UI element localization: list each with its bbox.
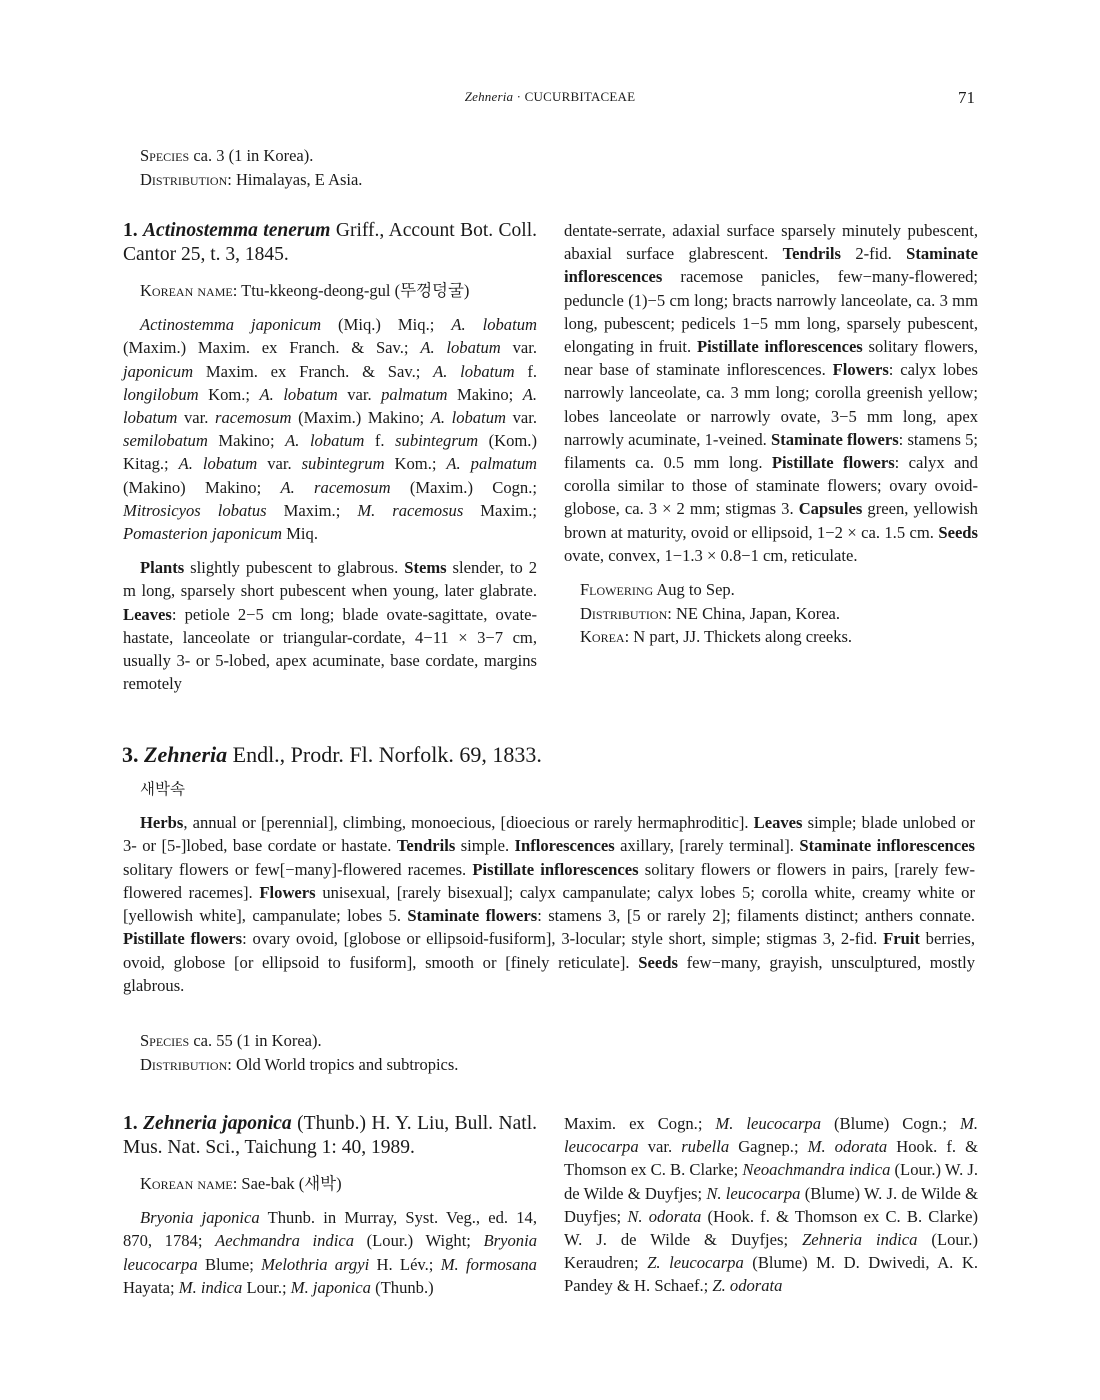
synonym-name: Z. odorata <box>712 1276 783 1296</box>
synonym-authority: Makino; <box>207 431 286 451</box>
distribution-value: : Old World tropics and subtropics. <box>227 1054 459 1074</box>
description-text: 2-fid. <box>840 244 907 264</box>
description-left <box>123 556 537 695</box>
organ-term: Plants <box>140 558 185 578</box>
species-number: 1. <box>123 1113 138 1134</box>
description-text: : calyx and corolla similar to those of staminate flowers; ovary ovoid-globose, ca. 3 × 2 mm; stigmas 3. <box>564 453 978 519</box>
organ-term: Tendrils <box>782 244 841 264</box>
synonym-authority: var. <box>177 408 216 428</box>
korean-name-label: Korean name <box>140 1174 233 1193</box>
description-text: simple. <box>455 836 515 856</box>
description-text: : stamens 3, [5 or rarely 2]; filaments distinct; anthers connate. <box>537 906 976 926</box>
synonym-name: M. indica <box>178 1277 243 1297</box>
synonym-authority: Lour.; <box>242 1277 291 1297</box>
synonym-name: A. lobatum <box>178 454 258 474</box>
synonym-authority: (Maxim.) Maxim. ex Franch. & Sav.; <box>123 338 421 358</box>
synonymy <box>123 313 537 545</box>
organ-term: Flowers <box>832 360 889 380</box>
synonym-authority: (Lour.) Keraudren; <box>564 1230 978 1273</box>
distribution-label: Distribution <box>140 169 228 189</box>
synonym-name: palmatum <box>381 384 448 404</box>
synonym-name: A. racemosum <box>280 477 391 497</box>
synonym-authority: (Hook. f. & Thomson ex C. B. Clarke) W. J. de Wilde & Duyfjes; <box>564 1206 979 1250</box>
organ-term: Flowers <box>259 882 316 902</box>
synonym-name: A. lobatum <box>259 384 338 404</box>
actinostemma-left-column <box>123 219 537 695</box>
organ-term: Staminate inflorescences <box>564 244 978 287</box>
synonym-authority: (Maxim.) Makino; <box>291 408 431 428</box>
description-text: solitary flowers or flowers in pairs, [rarely few-flowered racemes]. <box>123 859 975 902</box>
synonym-name: A. lobatum <box>285 431 365 451</box>
species-number: 1. <box>123 220 138 241</box>
synonym-name: A. lobatum <box>430 408 506 428</box>
synonym-authority: (Blume) M. D. Dwivedi, A. K. Pandey & H. Schaef.; <box>564 1253 978 1296</box>
genus-meta <box>140 1029 458 1076</box>
synonym-authority: var. <box>257 454 302 474</box>
organ-term: Pistillate flowers <box>123 929 243 949</box>
species-label: Species <box>140 146 190 165</box>
species-value: ca. 3 (1 in Korea). <box>189 146 314 165</box>
synonym-authority: var. <box>337 384 382 404</box>
genus-meta-top <box>140 144 362 191</box>
synonym-name: Pomasterion japonicum <box>123 524 283 544</box>
description-text: solitary flowers or few[−many]-flowered racemes. <box>123 859 473 879</box>
synonym-name: Aechmandra indica <box>215 1231 354 1251</box>
synonym-name: N. odorata <box>627 1206 702 1226</box>
species-value: ca. 55 (1 in Korea). <box>189 1031 322 1050</box>
description-text: berries, ovoid, globose [or ellipsoid to fusiform], smooth or [finely reticulate]. <box>123 929 975 972</box>
genus-number: 3. <box>122 742 139 767</box>
description-text: slightly pubescent to glabrous. <box>184 558 405 578</box>
synonym-name: rubella <box>681 1137 730 1157</box>
synonym-name: racemosum <box>215 408 292 428</box>
description-text: few−many, grayish, unsculptured, mostly glabrous. <box>123 952 975 996</box>
page-number: 71 <box>958 88 975 107</box>
species-name: Actinostemma tenerum <box>143 220 331 241</box>
synonym-name: M. leucocarpa <box>564 1114 978 1157</box>
genus-citation: Endl., Prodr. Fl. Norfolk. 69, 1833. <box>227 742 542 767</box>
synonym-name: semilobatum <box>123 431 208 451</box>
description-right <box>564 219 978 567</box>
korean-name-label: Korean name <box>140 281 233 300</box>
organ-term: Pistillate flowers <box>771 453 895 473</box>
synonym-authority: Gagnep.; <box>729 1137 808 1157</box>
flowering-label: Flowering <box>580 580 654 600</box>
synonym-name: M. formosana <box>440 1254 537 1274</box>
synonym-name: M. japonica <box>290 1277 371 1297</box>
species-citation: Griff., Account Bot. Coll. Cantor 25, t. 3, 1845. <box>123 220 538 265</box>
description-text: : stamens 5; filaments ca. 0.5 mm long. <box>564 429 978 473</box>
synonym-authority: Hayata; <box>123 1277 179 1297</box>
description-text: solitary flowers, near base of staminate inflorescences. <box>564 337 978 380</box>
organ-term: Pistillate inflorescences <box>696 337 863 357</box>
organ-term: Pistillate inflorescences <box>472 859 639 879</box>
description-text: simple; blade unlobed or 3- or [5-]lobed, base cordate or hastate. <box>123 813 976 856</box>
actinostemma-right-column <box>564 219 978 649</box>
organ-term: Leaves <box>753 813 803 832</box>
organ-term: Staminate flowers <box>407 906 538 926</box>
distribution-label: Distribution <box>140 1054 228 1074</box>
organ-term: Herbs <box>140 813 184 832</box>
synonym-authority: (Lour.) Wight; <box>354 1231 484 1251</box>
synonym-authority: var. <box>500 338 537 358</box>
synonym-authority: (Maxim.) Cogn.; <box>390 477 537 497</box>
organ-term: Inflorescences <box>514 836 615 856</box>
distribution-value: : Himalayas, E Asia. <box>227 169 363 189</box>
synonym-name: A. lobatum <box>123 384 538 428</box>
synonym-name: A. lobatum <box>420 338 501 358</box>
zehneria-japonica-right-column <box>564 1112 978 1298</box>
synonym-name: subintegrum <box>395 431 479 451</box>
synonym-name: A. palmatum <box>446 454 538 474</box>
description-text: unisexual, [rarely bisexual]; calyx campanulate; calyx lobes 5; corolla white, creamy white or [yellowish white], campanulate; lobes 5. <box>123 882 975 926</box>
synonym-name: subintegrum <box>301 454 385 474</box>
synonym-name: longilobum <box>123 384 199 404</box>
genus-korean-name: 새박속 <box>140 780 185 798</box>
synonym-name: Zehneria indica <box>802 1230 918 1250</box>
synonym-name: A. lobatum <box>433 361 515 381</box>
synonym-authority: Kom.; <box>198 384 260 404</box>
organ-term: Stems <box>404 558 447 578</box>
synonym-name: Bryonia leucocarpa <box>123 1231 538 1274</box>
genus-description <box>123 811 975 997</box>
species-name: Zehneria japonica <box>143 1113 292 1134</box>
description-text: , annual or [perennial], climbing, monoecious, [dioecious or rarely hermaphroditic]. <box>183 813 754 832</box>
synonym-authority: Maxim.; <box>266 500 358 520</box>
running-header <box>0 89 1100 105</box>
organ-term: Staminate flowers <box>770 429 899 449</box>
synonym-authority: (Lour.) W. J. de Wilde & Duyfjes; <box>564 1160 978 1203</box>
genus-name: Zehneria <box>144 742 228 767</box>
synonym-name: Actinostemma japonicum <box>140 315 322 335</box>
synonym-name: japonicum <box>123 361 194 381</box>
header-genus: Zehneria <box>464 89 514 104</box>
korean-name-line <box>140 1172 537 1195</box>
synonym-authority: Blume; <box>197 1254 262 1274</box>
organ-term: Leaves <box>123 604 172 624</box>
species-citation: (Thunb.) H. Y. Liu, Bull. Natl. Mus. Nat. Sci., Taichung 1: 40, 1989. <box>123 1113 537 1158</box>
species-meta <box>580 578 978 649</box>
organ-term: Tendrils <box>396 836 456 856</box>
zehneria-japonica-left-column <box>123 1112 537 1299</box>
synonym-authority: var. <box>505 408 538 428</box>
synonym-authority: (Thunb.) <box>370 1277 434 1297</box>
genus-heading <box>122 742 542 768</box>
organ-term: Seeds <box>938 522 978 542</box>
species-heading <box>123 1112 537 1159</box>
korean-name-value: : Sae-bak (새박) <box>232 1174 342 1193</box>
distribution-value: : NE China, Japan, Korea. <box>667 603 840 623</box>
distribution-label: Distribution <box>580 603 668 623</box>
description-text: : calyx lobes narrowly lanceolate, ca. 3 mm long; corolla greenish yellow; lobes lanceolate or narrowly ovate, 3−5 mm long, apex narrowly acuminate, 1-veined. <box>564 360 978 449</box>
description-text: : petiole 2−5 cm long; blade ovate-sagittate, ovate-hastate, lanceolate or triangular-cordate, 4−11 × 3−7 cm, usually 3- or 5-lobed, apex acuminate, base cordate, margins remotely <box>123 604 537 694</box>
synonym-authority: Thunb. in Murray, Syst. Veg., ed. 14, 870, 1784; <box>123 1208 537 1251</box>
synonym-authority: (Makino) Makino; <box>123 477 281 497</box>
description-text: racemose panicles, few−many-flowered; peduncle (1)−5 cm long; bracts narrowly lanceolate, ca. 3 mm long, pubescent; pedicels 1−5 mm long, sparsely pubescent, elongating in fruit. <box>564 267 978 357</box>
species-heading <box>123 219 537 266</box>
synonym-name: M. leucocarpa <box>715 1114 822 1133</box>
description-text: ovate, convex, 1−1.3 × 0.8−1 cm, reticulate. <box>564 545 858 565</box>
synonym-authority: Kom.; <box>384 454 447 474</box>
synonymy-right <box>564 1112 978 1298</box>
korea-value: : N part, JJ. Thickets along creeks. <box>624 627 853 647</box>
synonym-authority: (Kom.) Kitag.; <box>123 431 537 474</box>
organ-term: Seeds <box>638 952 678 972</box>
synonym-name: A. lobatum <box>451 315 537 335</box>
organ-term: Fruit <box>883 929 920 949</box>
organ-term: Capsules <box>798 499 863 519</box>
synonym-name: N. leucocarpa <box>706 1183 801 1203</box>
species-label: Species <box>140 1031 190 1050</box>
synonym-name: Neoachmandra indica <box>742 1160 891 1180</box>
korea-label: Korea <box>580 627 625 647</box>
organ-term: Staminate inflorescences <box>799 836 975 856</box>
flowering-value: Aug to Sep. <box>653 580 735 600</box>
description-text: : ovary ovoid, [globose or ellipsoid-fusiform], 3-locular; style short, simple; stigmas 3, 2-fid. <box>242 929 884 949</box>
synonym-authority: H. Lév.; <box>369 1254 441 1274</box>
synonym-authority: Maxim. ex Franch. & Sav.; <box>193 361 434 381</box>
synonym-name: Z. leucocarpa <box>647 1253 744 1273</box>
synonym-name: Bryonia japonica <box>140 1208 260 1228</box>
synonym-name: Mitrosicyos lobatus <box>123 500 267 520</box>
korean-name-value: : Ttu-kkeong-deong-gul (뚜껑덩굴) <box>232 281 470 300</box>
synonymy-left <box>123 1206 537 1299</box>
header-family: CUCURBITACEAE <box>524 89 636 104</box>
synonym-authority: Maxim. ex Cogn.; <box>564 1114 716 1133</box>
description-text: slender, to 2 m long, sparsely short pubescent when young, later glabrate. <box>123 558 537 601</box>
synonym-authority: Maxim.; <box>463 500 537 520</box>
description-text: green, yellowish brown at maturity, ovoid or ellipsoid, 1−2 × ca. 1.5 cm. <box>564 499 978 542</box>
synonym-authority: (Blume) Cogn.; <box>821 1114 960 1133</box>
synonym-authority: (Miq.) Miq.; <box>321 315 452 335</box>
synonym-authority: Makino; <box>447 384 523 404</box>
synonym-authority: var. <box>638 1137 682 1157</box>
synonym-authority: f. <box>514 361 538 381</box>
synonym-name: M. odorata <box>807 1137 888 1157</box>
korean-name-line <box>140 279 537 302</box>
description-text: dentate-serrate, adaxial surface sparsely minutely pubescent, abaxial surface glabrescent. <box>564 221 978 264</box>
description-text: axillary, [rarely terminal]. <box>614 836 800 856</box>
synonym-authority: Hook. f. & Thomson ex C. B. Clarke; <box>564 1137 978 1180</box>
synonym-authority: f. <box>364 431 396 451</box>
synonym-name: M. racemosus <box>357 500 464 520</box>
synonym-authority: (Blume) W. J. de Wilde & Duyfjes; <box>564 1183 978 1226</box>
synonym-authority: Miq. <box>282 524 318 544</box>
synonym-name: Melothria argyi <box>261 1254 370 1274</box>
header-separator: · <box>513 89 525 104</box>
